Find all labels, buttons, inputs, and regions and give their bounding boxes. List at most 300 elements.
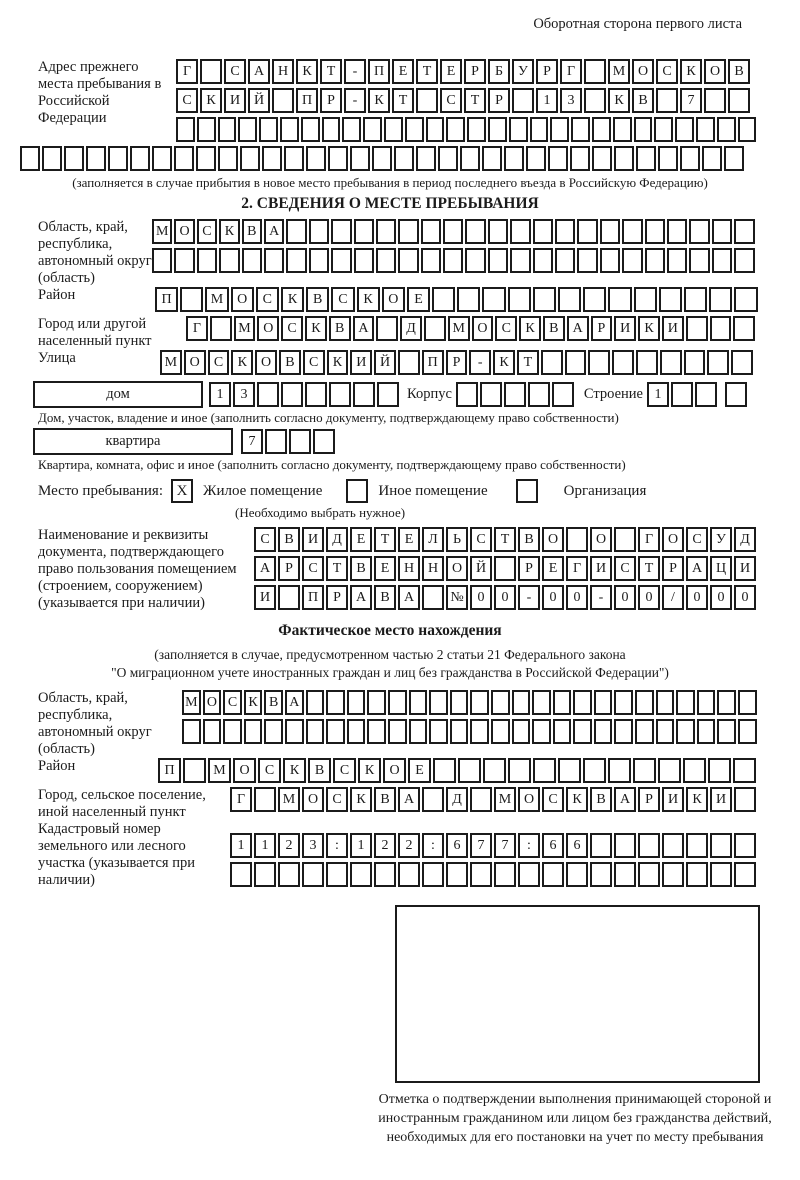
char-cell[interactable]: И	[734, 556, 756, 581]
char-cell[interactable]	[326, 690, 345, 715]
char-cell[interactable]	[550, 117, 569, 142]
char-cell[interactable]: В	[242, 219, 262, 244]
char-cell[interactable]	[257, 382, 279, 407]
char-cell[interactable]: С	[333, 758, 356, 783]
char-cell[interactable]	[409, 719, 428, 744]
char-cell[interactable]	[676, 719, 695, 744]
char-cell[interactable]	[738, 719, 757, 744]
char-cell[interactable]: Р	[518, 556, 540, 581]
char-cell[interactable]	[230, 862, 252, 887]
char-cell[interactable]	[446, 862, 468, 887]
char-cell[interactable]	[592, 146, 612, 171]
char-cell[interactable]	[174, 146, 194, 171]
char-cell[interactable]	[731, 350, 753, 375]
char-cell[interactable]	[738, 690, 757, 715]
char-cell[interactable]: К	[244, 690, 263, 715]
char-cell[interactable]: С	[258, 758, 281, 783]
char-cell[interactable]	[432, 287, 455, 312]
char-cell[interactable]	[426, 117, 445, 142]
char-cell[interactable]	[532, 719, 551, 744]
char-cell[interactable]: М	[205, 287, 228, 312]
char-cell[interactable]: К	[638, 316, 660, 341]
char-cell[interactable]: Ь	[446, 527, 468, 552]
char-cell[interactable]: 3	[302, 833, 324, 858]
char-cell[interactable]: О	[203, 690, 222, 715]
char-cell[interactable]	[398, 350, 420, 375]
char-cell[interactable]	[210, 316, 232, 341]
char-cell[interactable]	[656, 719, 675, 744]
char-cell[interactable]: Р	[320, 88, 342, 113]
char-cell[interactable]	[264, 719, 283, 744]
char-cell[interactable]	[470, 787, 492, 812]
char-cell[interactable]: Р	[326, 585, 348, 610]
char-cell[interactable]	[542, 862, 564, 887]
char-cell[interactable]: К	[368, 88, 390, 113]
char-cell[interactable]	[254, 862, 276, 887]
char-cell[interactable]	[553, 690, 572, 715]
char-cell[interactable]	[614, 719, 633, 744]
char-cell[interactable]: Р	[591, 316, 613, 341]
char-cell[interactable]: П	[296, 88, 318, 113]
char-cell[interactable]	[555, 248, 575, 273]
char-cell[interactable]: М	[160, 350, 182, 375]
char-cell[interactable]	[350, 862, 372, 887]
char-cell[interactable]	[508, 287, 531, 312]
char-cell[interactable]: О	[231, 287, 254, 312]
char-cell[interactable]: 0	[494, 585, 516, 610]
char-cell[interactable]: 2	[398, 833, 420, 858]
char-cell[interactable]	[635, 690, 654, 715]
char-cell[interactable]: 0	[686, 585, 708, 610]
char-cell[interactable]: Т	[374, 527, 396, 552]
char-cell[interactable]	[200, 59, 222, 84]
char-cell[interactable]: 6	[566, 833, 588, 858]
char-cell[interactable]	[577, 219, 597, 244]
char-cell[interactable]: О	[472, 316, 494, 341]
char-cell[interactable]: Т	[416, 59, 438, 84]
char-cell[interactable]	[20, 146, 40, 171]
char-cell[interactable]	[614, 833, 636, 858]
char-cell[interactable]: 1	[209, 382, 231, 407]
char-cell[interactable]	[322, 117, 341, 142]
char-cell[interactable]: И	[254, 585, 276, 610]
char-cell[interactable]: О	[302, 787, 324, 812]
char-cell[interactable]	[724, 146, 744, 171]
char-cell[interactable]: П	[368, 59, 390, 84]
char-cell[interactable]	[174, 248, 194, 273]
char-cell[interactable]: И	[350, 350, 372, 375]
char-cell[interactable]	[608, 758, 631, 783]
char-cell[interactable]: 1	[230, 833, 252, 858]
char-cell[interactable]	[244, 719, 263, 744]
char-cell[interactable]	[622, 219, 642, 244]
char-cell[interactable]	[350, 146, 370, 171]
char-cell[interactable]: О	[704, 59, 726, 84]
char-cell[interactable]: Ц	[710, 556, 732, 581]
char-cell[interactable]: К	[231, 350, 253, 375]
char-cell[interactable]: К	[519, 316, 541, 341]
char-cell[interactable]: И	[224, 88, 246, 113]
char-cell[interactable]	[709, 287, 732, 312]
char-cell[interactable]: К	[283, 758, 306, 783]
char-cell[interactable]: -	[344, 59, 366, 84]
char-cell[interactable]: :	[422, 833, 444, 858]
char-cell[interactable]	[594, 719, 613, 744]
char-cell[interactable]	[305, 382, 327, 407]
char-cell[interactable]	[634, 117, 653, 142]
char-cell[interactable]: М	[278, 787, 300, 812]
char-cell[interactable]: 1	[350, 833, 372, 858]
char-cell[interactable]	[712, 219, 732, 244]
char-cell[interactable]	[504, 382, 526, 407]
char-cell[interactable]: В	[632, 88, 654, 113]
char-cell[interactable]	[704, 88, 726, 113]
char-cell[interactable]	[675, 117, 694, 142]
char-cell[interactable]	[612, 350, 634, 375]
char-cell[interactable]	[608, 287, 631, 312]
char-cell[interactable]: С	[470, 527, 492, 552]
char-cell[interactable]	[638, 833, 660, 858]
char-cell[interactable]	[659, 287, 682, 312]
char-cell[interactable]	[541, 350, 563, 375]
char-cell[interactable]: 0	[638, 585, 660, 610]
char-cell[interactable]: У	[710, 527, 732, 552]
char-cell[interactable]	[238, 117, 257, 142]
char-cell[interactable]: В	[374, 585, 396, 610]
char-cell[interactable]: С	[197, 219, 217, 244]
char-cell[interactable]: Н	[398, 556, 420, 581]
char-cell[interactable]: В	[350, 556, 372, 581]
char-cell[interactable]	[577, 248, 597, 273]
char-cell[interactable]: К	[493, 350, 515, 375]
char-cell[interactable]	[695, 382, 717, 407]
char-cell[interactable]	[384, 117, 403, 142]
char-cell[interactable]	[645, 219, 665, 244]
char-cell[interactable]: Е	[407, 287, 430, 312]
char-cell[interactable]	[196, 146, 216, 171]
char-cell[interactable]	[518, 862, 540, 887]
char-cell[interactable]: О	[174, 219, 194, 244]
char-cell[interactable]: С	[686, 527, 708, 552]
char-cell[interactable]	[182, 719, 201, 744]
char-cell[interactable]	[286, 219, 306, 244]
char-cell[interactable]	[289, 429, 311, 454]
char-cell[interactable]: М	[448, 316, 470, 341]
char-cell[interactable]	[398, 248, 418, 273]
char-cell[interactable]: Т	[464, 88, 486, 113]
checkbox-other-premises[interactable]	[346, 479, 368, 503]
char-cell[interactable]: С	[176, 88, 198, 113]
char-cell[interactable]: -	[344, 88, 366, 113]
char-cell[interactable]	[584, 59, 606, 84]
char-cell[interactable]: Л	[422, 527, 444, 552]
char-cell[interactable]	[152, 146, 172, 171]
char-cell[interactable]	[301, 117, 320, 142]
char-cell[interactable]: -	[590, 585, 612, 610]
char-cell[interactable]	[696, 117, 715, 142]
char-cell[interactable]: В	[590, 787, 612, 812]
char-cell[interactable]: 1	[536, 88, 558, 113]
char-cell[interactable]: /	[662, 585, 684, 610]
char-cell[interactable]	[689, 219, 709, 244]
char-cell[interactable]	[372, 146, 392, 171]
char-cell[interactable]: Д	[326, 527, 348, 552]
char-cell[interactable]	[302, 862, 324, 887]
char-cell[interactable]	[259, 117, 278, 142]
char-cell[interactable]	[450, 690, 469, 715]
char-cell[interactable]	[480, 382, 502, 407]
char-cell[interactable]: 0	[470, 585, 492, 610]
char-cell[interactable]	[738, 117, 757, 142]
char-cell[interactable]: А	[398, 787, 420, 812]
char-cell[interactable]	[656, 690, 675, 715]
char-cell[interactable]	[176, 117, 195, 142]
char-cell[interactable]	[342, 117, 361, 142]
char-cell[interactable]: С	[614, 556, 636, 581]
char-cell[interactable]: А	[567, 316, 589, 341]
char-cell[interactable]	[388, 690, 407, 715]
char-cell[interactable]: К	[327, 350, 349, 375]
char-cell[interactable]: С	[208, 350, 230, 375]
char-cell[interactable]	[483, 758, 506, 783]
char-cell[interactable]: Е	[350, 527, 372, 552]
char-cell[interactable]	[566, 527, 588, 552]
char-cell[interactable]	[398, 219, 418, 244]
char-cell[interactable]	[712, 248, 732, 273]
char-cell[interactable]: Й	[248, 88, 270, 113]
char-cell[interactable]: К	[305, 316, 327, 341]
char-cell[interactable]: Е	[440, 59, 462, 84]
char-cell[interactable]	[491, 719, 510, 744]
char-cell[interactable]: 6	[446, 833, 468, 858]
char-cell[interactable]	[717, 117, 736, 142]
char-cell[interactable]: С	[224, 59, 246, 84]
char-cell[interactable]	[667, 248, 687, 273]
char-cell[interactable]: П	[158, 758, 181, 783]
char-cell[interactable]	[491, 690, 510, 715]
char-cell[interactable]: О	[662, 527, 684, 552]
char-cell[interactable]: К	[350, 787, 372, 812]
char-cell[interactable]	[573, 690, 592, 715]
char-cell[interactable]	[197, 248, 217, 273]
char-cell[interactable]: С	[223, 690, 242, 715]
char-cell[interactable]	[280, 117, 299, 142]
char-cell[interactable]: Д	[446, 787, 468, 812]
char-cell[interactable]	[309, 219, 329, 244]
char-cell[interactable]	[634, 287, 657, 312]
char-cell[interactable]	[553, 719, 572, 744]
char-cell[interactable]: Г	[566, 556, 588, 581]
char-cell[interactable]: О	[383, 758, 406, 783]
char-cell[interactable]: А	[398, 585, 420, 610]
char-cell[interactable]	[242, 248, 262, 273]
char-cell[interactable]	[689, 248, 709, 273]
char-cell[interactable]: П	[422, 350, 444, 375]
char-cell[interactable]	[508, 758, 531, 783]
char-cell[interactable]	[590, 862, 612, 887]
char-cell[interactable]	[614, 862, 636, 887]
char-cell[interactable]	[470, 862, 492, 887]
char-cell[interactable]: К	[680, 59, 702, 84]
char-cell[interactable]	[697, 690, 716, 715]
checkbox-residential[interactable]: X	[171, 479, 193, 503]
char-cell[interactable]	[422, 787, 444, 812]
char-cell[interactable]	[548, 146, 568, 171]
char-cell[interactable]: Р	[278, 556, 300, 581]
char-cell[interactable]: М	[208, 758, 231, 783]
char-cell[interactable]: И	[662, 787, 684, 812]
char-cell[interactable]	[285, 719, 304, 744]
char-cell[interactable]: Т	[638, 556, 660, 581]
char-cell[interactable]	[398, 862, 420, 887]
char-cell[interactable]	[354, 248, 374, 273]
char-cell[interactable]: Т	[517, 350, 539, 375]
char-cell[interactable]: С	[256, 287, 279, 312]
char-cell[interactable]	[309, 248, 329, 273]
char-cell[interactable]	[278, 862, 300, 887]
char-cell[interactable]	[512, 719, 531, 744]
char-cell[interactable]: Г	[176, 59, 198, 84]
char-cell[interactable]	[734, 833, 756, 858]
char-cell[interactable]: Е	[398, 527, 420, 552]
char-cell[interactable]: А	[248, 59, 270, 84]
char-cell[interactable]	[671, 382, 693, 407]
char-cell[interactable]: С	[326, 787, 348, 812]
char-cell[interactable]	[265, 429, 287, 454]
char-cell[interactable]	[494, 556, 516, 581]
char-cell[interactable]: -	[469, 350, 491, 375]
char-cell[interactable]	[313, 429, 335, 454]
char-cell[interactable]: 0	[710, 585, 732, 610]
char-cell[interactable]	[658, 758, 681, 783]
char-cell[interactable]	[470, 719, 489, 744]
char-cell[interactable]: И	[302, 527, 324, 552]
char-cell[interactable]	[636, 350, 658, 375]
char-cell[interactable]: У	[512, 59, 534, 84]
char-cell[interactable]: М	[152, 219, 172, 244]
char-cell[interactable]	[409, 690, 428, 715]
char-cell[interactable]	[240, 146, 260, 171]
char-cell[interactable]	[570, 146, 590, 171]
char-cell[interactable]	[725, 382, 747, 407]
char-cell[interactable]	[376, 248, 396, 273]
char-cell[interactable]	[680, 146, 700, 171]
char-cell[interactable]	[583, 758, 606, 783]
char-cell[interactable]	[686, 862, 708, 887]
char-cell[interactable]: Й	[470, 556, 492, 581]
char-cell[interactable]: Б	[488, 59, 510, 84]
char-cell[interactable]	[262, 146, 282, 171]
char-cell[interactable]	[686, 833, 708, 858]
char-cell[interactable]	[488, 248, 508, 273]
char-cell[interactable]	[600, 248, 620, 273]
char-cell[interactable]: Т	[392, 88, 414, 113]
char-cell[interactable]	[584, 88, 606, 113]
char-cell[interactable]	[533, 248, 553, 273]
char-cell[interactable]: Д	[734, 527, 756, 552]
char-cell[interactable]	[203, 719, 222, 744]
char-cell[interactable]: Д	[400, 316, 422, 341]
char-cell[interactable]	[465, 248, 485, 273]
char-cell[interactable]: К	[686, 787, 708, 812]
char-cell[interactable]	[284, 146, 304, 171]
char-cell[interactable]	[734, 287, 757, 312]
char-cell[interactable]	[347, 690, 366, 715]
char-cell[interactable]	[512, 690, 531, 715]
char-cell[interactable]	[526, 146, 546, 171]
char-cell[interactable]	[676, 690, 695, 715]
char-cell[interactable]	[394, 146, 414, 171]
char-cell[interactable]	[86, 146, 106, 171]
char-cell[interactable]	[533, 758, 556, 783]
char-cell[interactable]: О	[446, 556, 468, 581]
char-cell[interactable]: С	[331, 287, 354, 312]
char-cell[interactable]: 0	[566, 585, 588, 610]
char-cell[interactable]	[377, 382, 399, 407]
char-cell[interactable]	[416, 88, 438, 113]
char-cell[interactable]	[558, 287, 581, 312]
char-cell[interactable]	[683, 758, 706, 783]
char-cell[interactable]: :	[326, 833, 348, 858]
char-cell[interactable]	[429, 690, 448, 715]
char-cell[interactable]	[662, 833, 684, 858]
char-cell[interactable]	[223, 719, 242, 744]
char-cell[interactable]: Н	[272, 59, 294, 84]
char-cell[interactable]	[328, 146, 348, 171]
char-cell[interactable]	[614, 146, 634, 171]
char-cell[interactable]: В	[374, 787, 396, 812]
char-cell[interactable]	[636, 146, 656, 171]
char-cell[interactable]	[667, 219, 687, 244]
char-cell[interactable]	[405, 117, 424, 142]
char-cell[interactable]	[306, 690, 325, 715]
char-cell[interactable]	[566, 862, 588, 887]
char-cell[interactable]	[421, 219, 441, 244]
char-cell[interactable]	[707, 350, 729, 375]
char-cell[interactable]	[510, 248, 530, 273]
char-cell[interactable]	[281, 382, 303, 407]
char-cell[interactable]: К	[358, 758, 381, 783]
char-cell[interactable]: А	[285, 690, 304, 715]
char-cell[interactable]	[367, 690, 386, 715]
char-cell[interactable]: 2	[374, 833, 396, 858]
char-cell[interactable]	[510, 219, 530, 244]
char-cell[interactable]	[622, 248, 642, 273]
char-cell[interactable]	[708, 758, 731, 783]
char-cell[interactable]	[710, 862, 732, 887]
char-cell[interactable]	[457, 287, 480, 312]
char-cell[interactable]	[717, 690, 736, 715]
char-cell[interactable]	[733, 316, 755, 341]
char-cell[interactable]	[306, 146, 326, 171]
char-cell[interactable]	[555, 219, 575, 244]
char-cell[interactable]	[429, 719, 448, 744]
char-cell[interactable]	[443, 219, 463, 244]
char-cell[interactable]	[130, 146, 150, 171]
char-cell[interactable]	[734, 787, 756, 812]
char-cell[interactable]	[329, 382, 351, 407]
char-cell[interactable]	[614, 527, 636, 552]
char-cell[interactable]: С	[495, 316, 517, 341]
char-cell[interactable]	[734, 862, 756, 887]
char-cell[interactable]: Р	[464, 59, 486, 84]
char-cell[interactable]	[422, 585, 444, 610]
char-cell[interactable]: Р	[638, 787, 660, 812]
char-cell[interactable]	[219, 248, 239, 273]
char-cell[interactable]: И	[662, 316, 684, 341]
char-cell[interactable]	[353, 382, 375, 407]
char-cell[interactable]	[450, 719, 469, 744]
